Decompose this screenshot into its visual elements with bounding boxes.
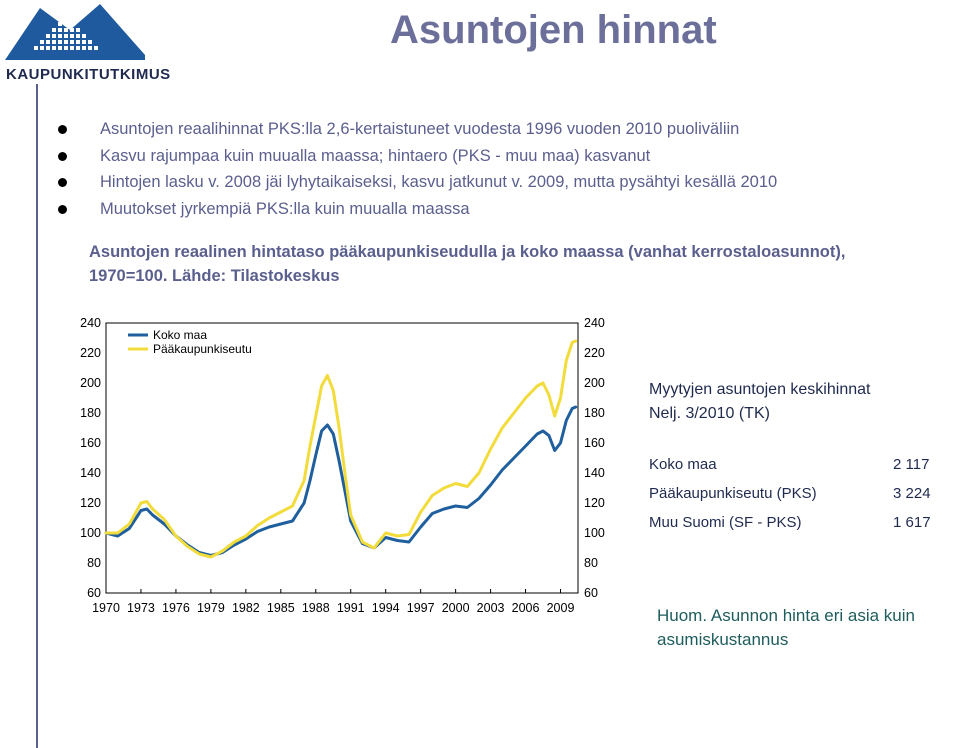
series-line-paakaupunkiseutu [106,341,576,557]
price-row [649,514,949,543]
bullet-text: Asuntojen reaalihinnat PKS:lla 2,6-kertaistuneet vuodesta 1996 vuoden 2010 puoliväliin [100,120,740,138]
bullet-text: Hintojen lasku v. 2008 jäi lyhytaikaiseksi, kasvu jatkunut v. 2009, mutta pysähtyi kesällä 2010 [100,173,778,191]
price-row [649,485,949,514]
city-logo-icon [0,0,150,66]
bullet-icon [58,178,67,187]
x-tick-label: 1997 [406,601,435,615]
price-label: Muu Suomi (SF - PKS) [649,514,802,531]
x-tick-label: 2006 [511,601,540,615]
side-info-period: Nelj. 3/2010 (TK) [649,405,770,422]
x-tick-label: 2009 [546,601,575,615]
bullet-item [58,143,777,170]
bullet-icon [58,125,67,134]
bullet-text: Muutokset jyrkempiä PKS:lla kuin muualla maassa [100,199,470,218]
price-label: Koko maa [649,456,717,473]
bullet-text: Kasvu rajumpaa kuin muualla maassa; hintaero (PKS - muu maa) kasvanut [100,146,651,165]
price-index-chart [70,310,615,620]
logo-text: KAUPUNKITUTKIMUS [6,66,171,83]
bullet-icon [58,152,67,161]
y-tick-label-right: 60 [584,586,598,600]
y-tick-label-right: 120 [584,496,605,510]
y-tick-label-left: 180 [80,406,101,420]
x-tick-label: 1982 [231,601,260,615]
x-tick-label: 1979 [196,601,225,615]
x-tick-label: 1973 [127,601,155,615]
side-info [649,378,870,426]
bullet-item [58,169,777,196]
legend-label: Koko maa [153,328,208,342]
price-table [649,456,949,543]
y-tick-label-left: 220 [80,346,101,360]
y-tick-label-right: 80 [584,556,598,570]
y-tick-label-left: 140 [80,466,101,480]
x-tick-label: 2003 [476,601,505,615]
page-title: Asuntojen hinnat [390,8,717,52]
bullet-item [58,196,777,223]
y-tick-label-left: 80 [87,556,101,570]
series-line-koko-maa [106,407,576,556]
chart-subtitle: Asuntojen reaalinen hintataso pääkaupunkiseudulla ja koko maassa (vanhat kerrostaloasunnot), 1970=100. Lähde: Tilastokeskus [89,243,846,285]
x-tick-label: 1994 [371,601,400,615]
y-tick-label-right: 160 [584,436,605,450]
x-tick-label: 1988 [301,601,330,615]
x-tick-label: 2000 [441,601,470,615]
legend-label: Pääkaupunkiseutu [153,342,252,356]
price-value: 1 617 [893,514,931,531]
y-tick-label-right: 180 [584,406,605,420]
x-tick-label: 1991 [336,601,365,615]
y-tick-label-right: 140 [584,466,605,480]
y-tick-label-right: 240 [584,316,605,330]
logo [0,0,171,90]
y-tick-label-left: 100 [80,526,101,540]
price-value: 3 224 [893,485,931,502]
y-tick-label-left: 160 [80,436,101,450]
bullet-item [58,116,777,143]
left-divider [36,84,38,748]
side-info-heading: Myytyjen asuntojen keskihinnat [649,381,871,398]
y-tick-label-left: 60 [87,586,101,600]
price-value: 2 117 [893,456,930,473]
y-tick-label-right: 220 [584,346,605,360]
y-tick-label-left: 120 [80,496,101,510]
note-text: Huom. Asunnon hinta eri asia kuin asumiskustannus [657,606,915,649]
price-label: Pääkaupunkiseutu (PKS) [649,485,817,502]
y-tick-label-left: 240 [80,316,101,330]
x-tick-label: 1985 [266,601,295,615]
price-row [649,456,949,485]
y-tick-label-right: 200 [584,376,605,390]
bullet-list [58,116,777,222]
y-tick-label-left: 200 [80,376,101,390]
x-tick-label: 1970 [92,601,120,615]
y-tick-label-right: 100 [584,526,605,540]
x-tick-label: 1976 [162,601,190,615]
bullet-icon [58,205,67,214]
